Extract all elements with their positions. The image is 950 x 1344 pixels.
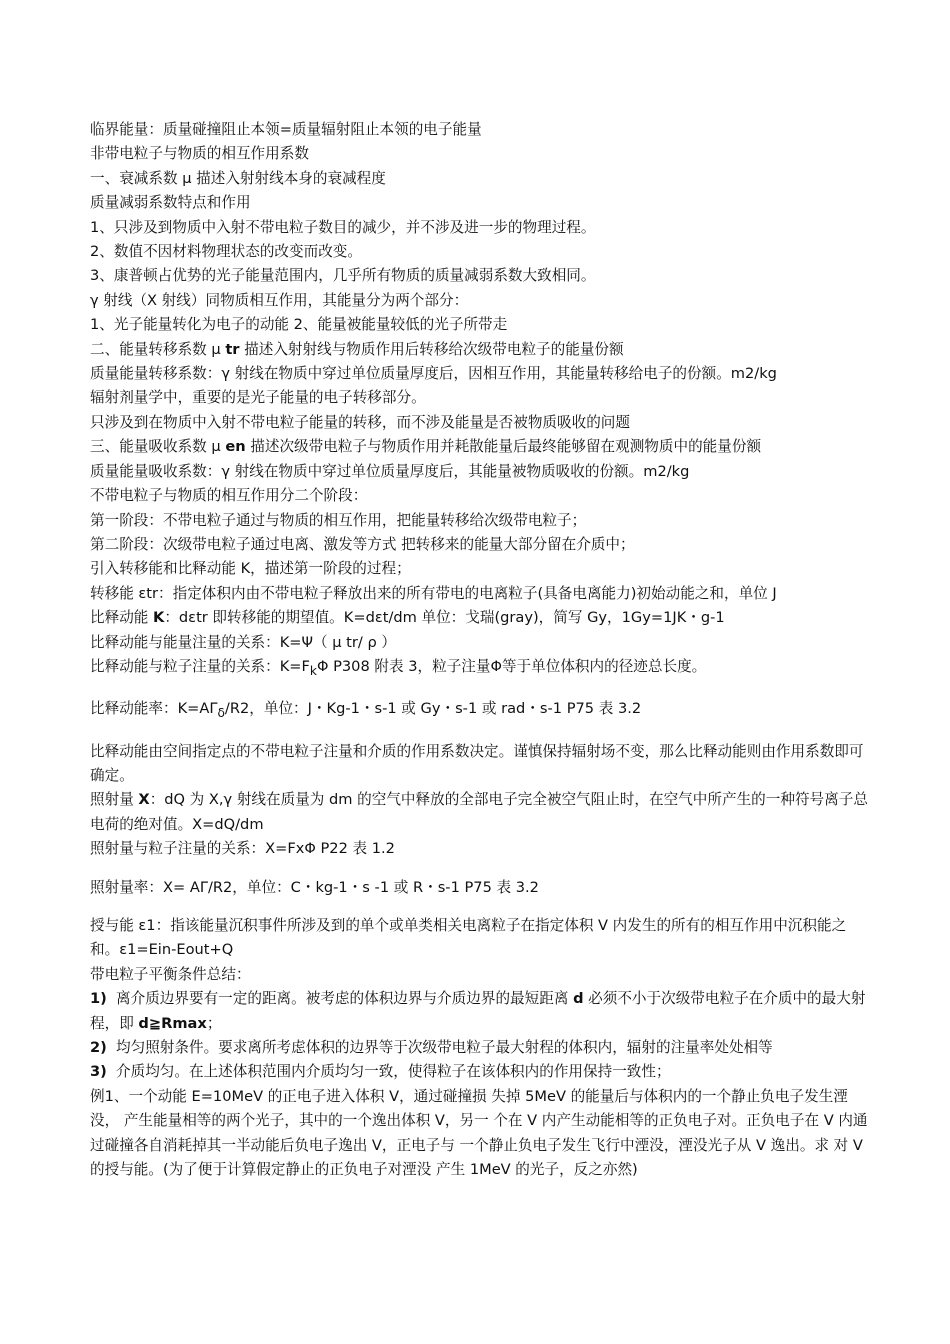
bold-span: K: [153, 609, 165, 627]
document-page: [90, 118, 870, 1182]
paragraph: 授与能 ε1：指该能量沉积事件所涉及到的单个或单类相关电离粒子在指定体积 V 内发生的所有的相互作用中沉积能之和。ε1=Ein-Eout+Q: [90, 917, 847, 959]
text-line: 引入转移能和比释动能 K，描述第一阶段的过程；: [90, 560, 411, 578]
text-line: 比释动能与能量注量的关系：K=Ψ（ μ tr/ ρ ）: [90, 633, 396, 651]
text-line: γ 射线（X 射线）同物质相互作用，其能量分为两个部分：: [90, 291, 469, 309]
subscript: δ: [217, 706, 225, 721]
text-line: 质量能量吸收系数：γ 射线在物质中穿过单位质量厚度后，其能量被物质吸收的份额。m2/kg: [90, 462, 690, 480]
spacer: [90, 900, 870, 914]
text-span: Φ P308 附表 3，粒子注量Φ等于单位体积内的径迹总长度。: [316, 657, 707, 675]
list-number: 1): [90, 990, 107, 1008]
text-line: [90, 655, 870, 683]
section-title: 非带电粒子与物质的相互作用系数: [90, 145, 309, 163]
text-span: 必须不小于次级带电粒子在介质中的最大射程，即: [90, 990, 866, 1032]
text-span: 离介质边界要有一定的距离。被考虑的体积边界与介质边界的最短距离: [116, 990, 574, 1008]
bold-span: tr: [225, 340, 240, 358]
text-span: /R2，单位：J・Kg-1・s-1 或 Gy・s-1 或 rad・s-1 P75 表 3.2: [224, 700, 642, 718]
text-span: ；: [206, 1014, 222, 1032]
text-line: 只涉及到在物质中入射不带电粒子能量的转移，而不涉及能量是否被物质吸收的问题: [90, 413, 630, 431]
text-line: 质量减弱系数特点和作用: [90, 194, 251, 212]
text-line: [90, 606, 870, 630]
section-heading: [90, 338, 870, 362]
list-item: [90, 987, 870, 1036]
text-line: 临界能量：质量碰撞阻止本领=质量辐射阻止本领的电子能量: [90, 121, 482, 138]
text-span: 照射量: [90, 791, 139, 809]
bold-span: d≧Rmax: [138, 1014, 207, 1032]
list-item: [90, 1036, 870, 1060]
bold-span: d: [573, 990, 584, 1008]
text-span: 比释动能率：K=AΓ: [90, 700, 218, 718]
text-line: 照射量率：X= AΓ/R2，单位：C・kg-1・s -1 或 R・s-1 P75 表 3.2: [90, 878, 539, 896]
list-item: 2、数值不因材料物理状态的改变而改变。: [90, 243, 362, 261]
text-line: 1、光子能量转化为电子的动能 2、能量被能量较低的光子所带走: [90, 316, 508, 334]
text-line: 转移能 εtr：指定体积内由不带电粒子释放出来的所有带电的电离粒子(具备电离能力)初始动能之和，单位 J: [90, 584, 777, 602]
subscript: k: [309, 663, 317, 678]
text-line: 辐射剂量学中，重要的是光子能量的电子转移部分。: [90, 389, 426, 407]
text-span: 比释动能: [90, 609, 154, 627]
text-span: 描述入射射线与物质作用后转移给次级带电粒子的能量份额: [239, 340, 624, 358]
text-line: 带电粒子平衡条件总结：: [90, 965, 251, 983]
paragraph: 比释动能由空间指定点的不带电粒子注量和介质的作用系数决定。谨慎保持辐射场不变，那么比释动能则由作用系数即可确定。: [90, 742, 864, 784]
paragraph: [90, 788, 870, 837]
text-span: 三、能量吸收系数 μ: [90, 438, 226, 456]
list-number: 3): [90, 1063, 107, 1081]
spacer: [90, 726, 870, 740]
paragraph: 例1、一个动能 E=10MeV 的正电子进入体积 V，通过碰撞损 失掉 5MeV 的能量后与体积内的一个静止负电子发生湮没， 产生能量相等的两个光子，其中的一个逸出体积 V，另一 个在 V 内产生动能相等的正负电子对。正负电子在 V 内通 过碰撞各自消耗掉其一半动能后负电子逸出 V，正电子与 一个静止负电子发生飞行中湮没，湮没光子从 V 逸出。求 对 V 的授与能。(为了便于计算假定静止的正负电子对湮没 产生 1MeV 的光子，反之亦然): [90, 1087, 868, 1179]
bold-span: en: [225, 438, 246, 456]
text-line: 不带电粒子与物质的相互作用分二个阶段：: [90, 487, 368, 505]
section-heading: 一、衰减系数 μ 描述入射射线本身的衰减程度: [90, 169, 386, 187]
text-line: 第一阶段：不带电粒子通过与物质的相互作用，把能量转移给次级带电粒子；: [90, 511, 587, 529]
list-item: [90, 1060, 870, 1084]
bold-span: X: [138, 791, 150, 809]
spacer: [90, 683, 870, 697]
spacer: [90, 862, 870, 876]
text-line: 照射量与粒子注量的关系：X=FxΦ P22 表 1.2: [90, 840, 395, 858]
text-span: 二、能量转移系数 μ: [90, 340, 226, 358]
text-span: ：dεtr 即转移能的期望值。K=dεt/dm 单位：戈瑞(gray)，简写 Gy，1Gy=1JK・g-1: [164, 609, 725, 627]
text-span: 描述次级带电粒子与物质作用并耗散能量后最终能够留在观测物质中的能量份额: [245, 438, 762, 456]
text-line: 第二阶段：次级带电粒子通过电离、激发等方式 把转移来的能量大部分留在介质中；: [90, 535, 635, 553]
text-span: 介质均匀。在上述体积范围内介质均匀一致，使得粒子在该体积内的作用保持一致性；: [116, 1063, 671, 1081]
text-line: 质量能量转移系数：γ 射线在物质中穿过单位质量厚度后，因相互作用，其能量转移给电子的份额。m2/kg: [90, 365, 777, 383]
list-number: 2): [90, 1039, 107, 1057]
text-span: 均匀照射条件。要求离所考虑体积的边界等于次级带电粒子最大射程的体积内，辐射的注量率处处相等: [116, 1039, 773, 1057]
list-item: 3、康普顿占优势的光子能量范围内，几乎所有物质的质量减弱系数大致相同。: [90, 267, 596, 285]
section-heading: [90, 435, 870, 459]
text-span: ：dQ 为 X,γ 射线在质量为 dm 的空气中释放的全部电子完全被空气阻止时，在空气中所产生的一种符号离子总电荷的绝对值。X=dQ/dm: [90, 791, 868, 833]
list-item: 1、只涉及到物质中入射不带电粒子数目的减少，并不涉及进一步的物理过程。: [90, 218, 596, 236]
text-span: 比释动能与粒子注量的关系：K=F: [90, 657, 310, 675]
text-line: [90, 697, 870, 725]
